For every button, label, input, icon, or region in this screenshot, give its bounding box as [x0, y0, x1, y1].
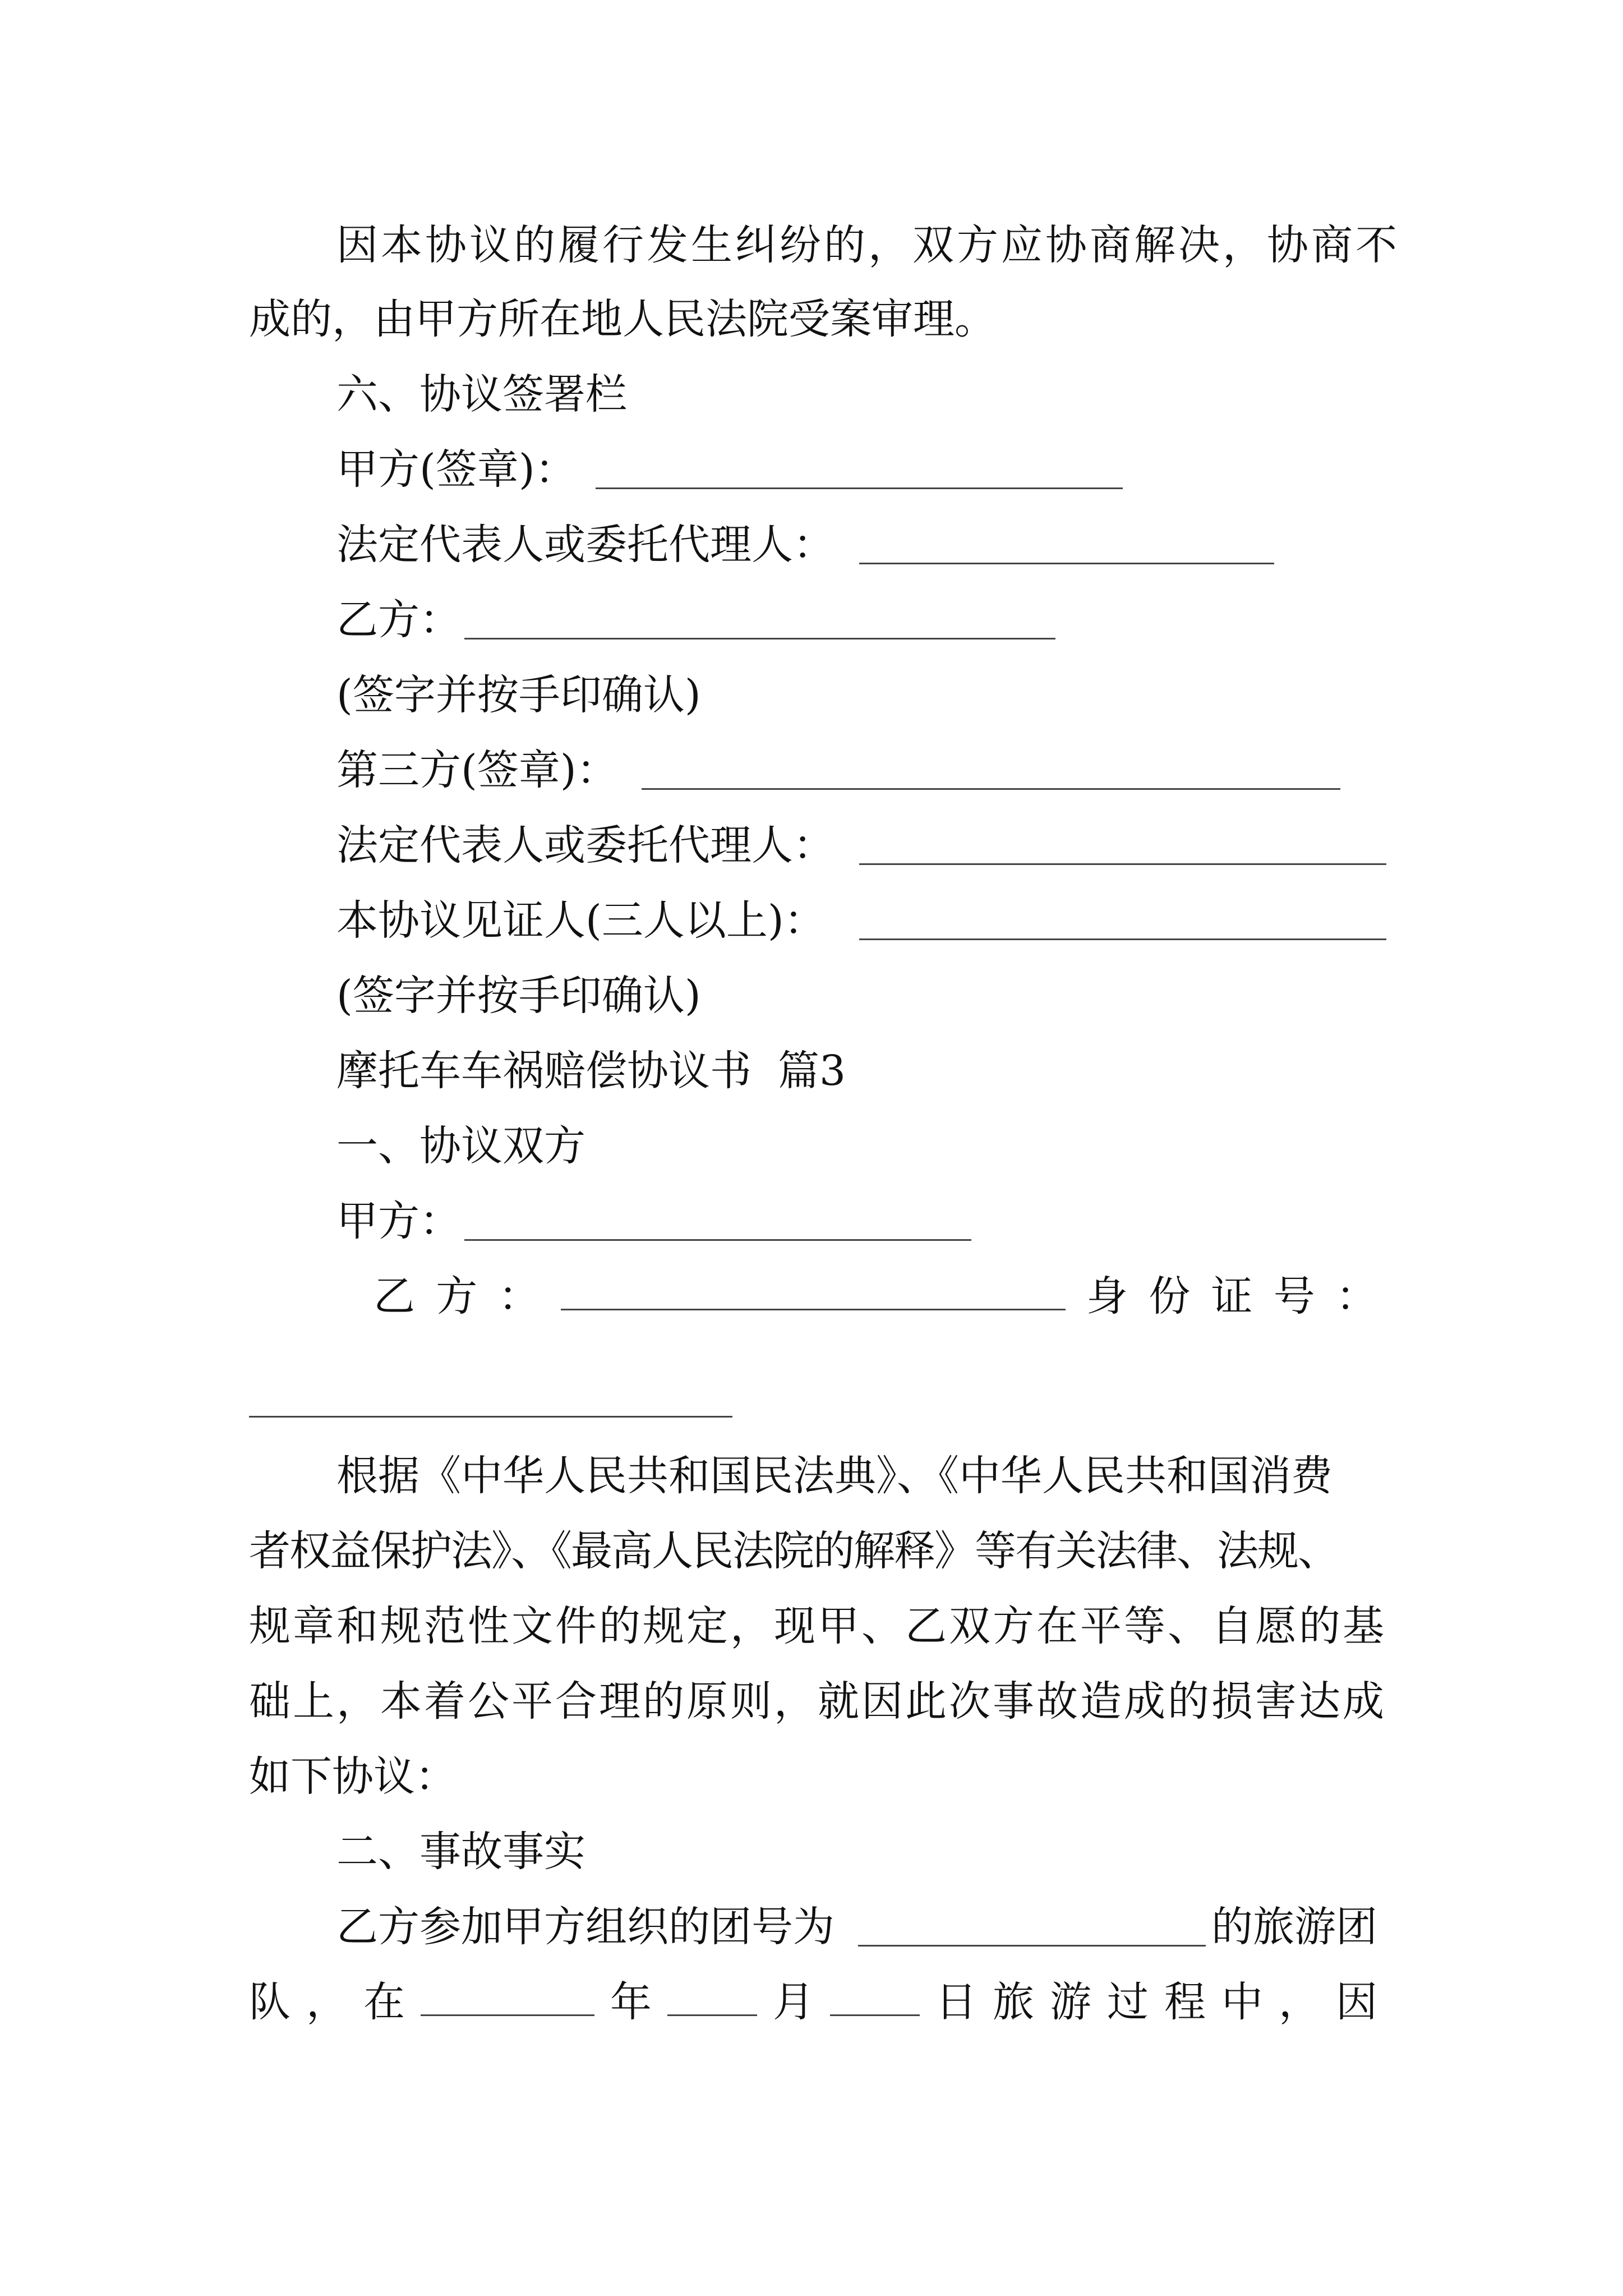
facts-line-1-start: 乙方参加甲方组织的团号为: [336, 1903, 834, 1951]
month-blank: [667, 2009, 757, 2016]
dispute-paragraph-line-1: 因本协议的履行发生纠纷的，双方应协商解决，协商不: [336, 221, 1400, 269]
id-number-char: 号: [1273, 1272, 1315, 1320]
year-label: 年: [610, 1978, 652, 2026]
legal-rep-label-1: 法定代表人或委托代理人：: [336, 521, 834, 569]
basis-paragraph-line-3: 规章和规范性文件的规定，现甲、乙双方在平等、自愿的基: [249, 1602, 1386, 1650]
month-label: 月: [773, 1978, 814, 2026]
basis-paragraph-line-4: 础上，本着公平合理的原则，就因此次事故造成的损害达成: [249, 1677, 1386, 1726]
witness-blank: [859, 938, 1386, 940]
basis-paragraph-line-2: 者权益保护法》、《最高人民法院的解释》等有关法律、法规、: [249, 1527, 1338, 1575]
parties-a-label: 甲方：: [336, 1197, 461, 1245]
third-party-signature-label: 第三方(签章)：: [336, 746, 618, 794]
id-number-char: 身: [1086, 1272, 1128, 1320]
parties-b-char: 方: [436, 1272, 478, 1320]
witness-label: 本协议见证人(三人以上)：: [336, 896, 826, 945]
party-b-signature-blank: [464, 638, 1055, 639]
day-blank: [830, 2009, 920, 2016]
third-party-signature-blank: [642, 788, 1340, 790]
facts-char: 程: [1164, 1978, 1206, 2026]
parties-b-id-line: [374, 1272, 1377, 1320]
section-6-heading: 六、协议签署栏: [336, 370, 627, 418]
facts-char: 过: [1107, 1978, 1149, 2026]
legal-rep-blank-1: [859, 563, 1274, 564]
basis-paragraph-line-1: 根据《中华人民共和国民法典》、《中华人民共和国消费: [336, 1452, 1332, 1500]
id-number-blank: [249, 1416, 732, 1418]
fingerprint-note-1: (签字并按手印确认): [336, 671, 701, 719]
facts-line-2: [249, 1978, 1377, 2026]
facts-char: ，: [1279, 1978, 1320, 2026]
basis-paragraph-line-5: 如下协议：: [249, 1752, 457, 1801]
party-a-signature-label: 甲方(签章)：: [336, 445, 577, 494]
legal-rep-blank-2: [859, 863, 1386, 865]
id-number-char: 份: [1149, 1272, 1191, 1320]
tour-group-number-blank: [858, 1945, 1206, 1947]
facts-char: 在: [363, 1978, 405, 2026]
day-label: 日: [935, 1978, 977, 2026]
parties-b-char: ：: [498, 1272, 540, 1320]
parties-b-blank: [561, 1303, 1066, 1310]
facts-char: 因: [1336, 1978, 1377, 2026]
legal-rep-label-2: 法定代表人或委托代理人：: [336, 821, 834, 869]
fingerprint-note-2: (签字并按手印确认): [336, 972, 701, 1020]
section-1-heading: 一、协议双方: [336, 1122, 585, 1170]
section-2-heading: 二、事故事实: [336, 1828, 585, 1876]
facts-char: 中: [1221, 1978, 1263, 2026]
part-3-title: 摩托车车祸赔偿协议书 篇3: [336, 1047, 846, 1095]
facts-char: 游: [1050, 1978, 1091, 2026]
parties-b-char: 乙: [374, 1272, 415, 1320]
facts-char: 旅: [993, 1978, 1034, 2026]
year-blank: [421, 2009, 594, 2016]
id-number-char: ：: [1336, 1272, 1377, 1320]
dispute-paragraph-line-2: 成的，由甲方所在地人民法院受案审理。: [249, 295, 996, 343]
party-b-signature-label: 乙方：: [336, 596, 461, 644]
facts-char: 队: [249, 1978, 291, 2026]
id-number-char: 证: [1211, 1272, 1253, 1320]
parties-a-blank: [464, 1239, 971, 1241]
facts-char: ，: [306, 1978, 348, 2026]
party-a-signature-blank: [596, 487, 1123, 489]
facts-line-1-end: 的旅游团: [1211, 1903, 1377, 1951]
